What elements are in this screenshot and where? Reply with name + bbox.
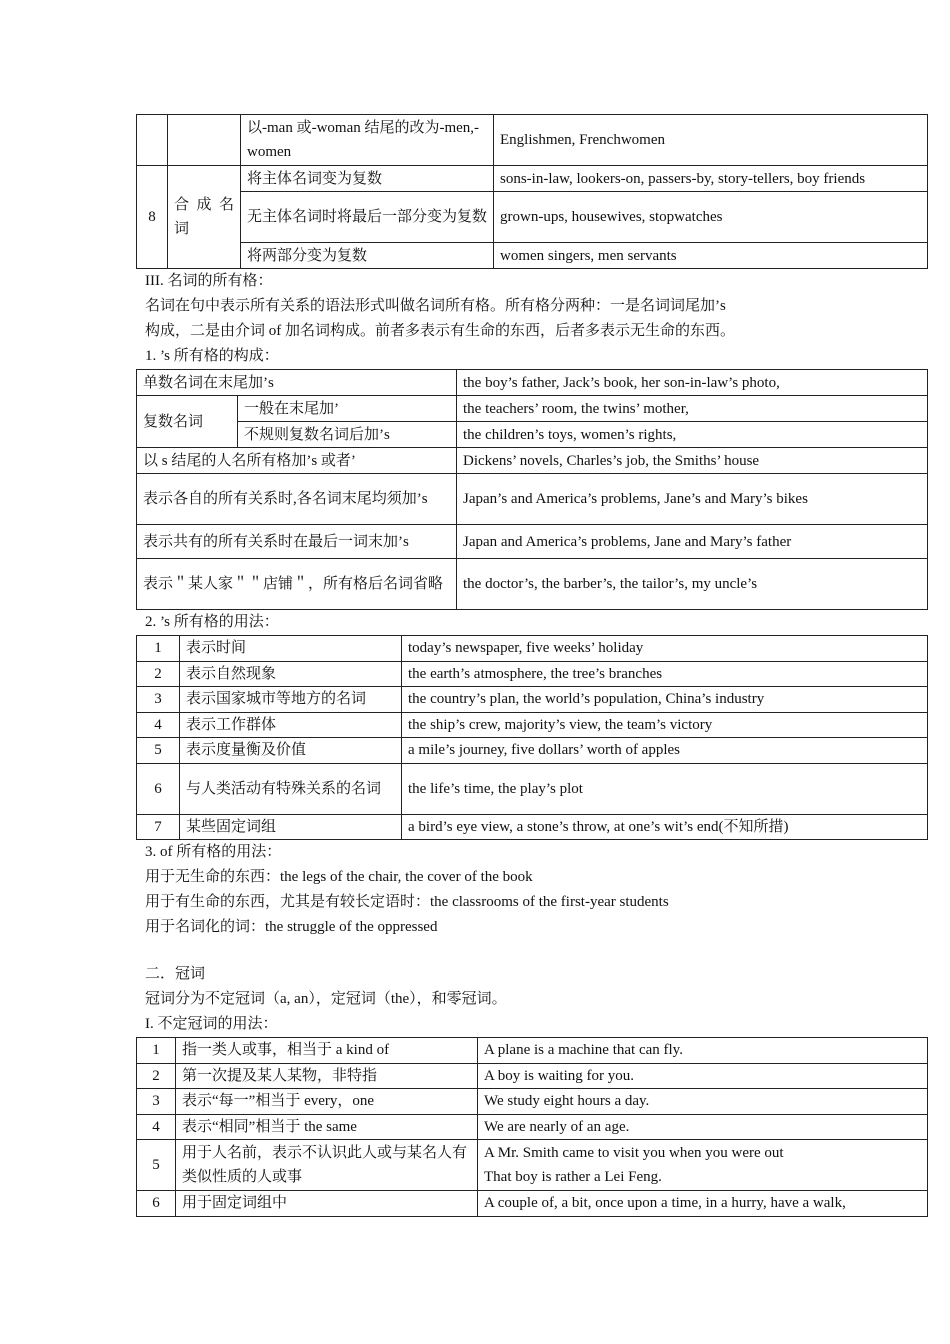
example-cell	[478, 1140, 928, 1191]
table-row	[137, 559, 928, 610]
table-row	[137, 396, 928, 422]
row-number: 2	[137, 1063, 176, 1089]
example-cell: a bird’s eye view, a stone’s throw, at one’s wit’s end(不知所措)	[402, 814, 928, 840]
table-row	[137, 243, 928, 269]
example-cell: today’s newspaper, five weeks’ holiday	[402, 636, 928, 662]
section-heading: 二．冠词	[145, 966, 206, 982]
example-cell: the ship’s crew, majority’s view, the team’s victory	[402, 712, 928, 738]
example-line: A Mr. Smith came to visit you when you were out	[484, 1145, 784, 1161]
example-cell: the doctor’s, the barber’s, the tailor’s, my uncle’s	[457, 559, 928, 610]
table-row	[137, 738, 928, 764]
rule-cell: 一般在末尾加’	[238, 396, 457, 422]
table-row	[137, 525, 928, 559]
rule-cell: 表示共有的所有关系时在最后一词末加’s	[137, 525, 457, 559]
table-row	[137, 115, 928, 166]
example-cell: sons-in-law, lookers-on, passers-by, story-tellers, boy friends	[494, 166, 928, 192]
rule-cell: 将主体名词变为复数	[241, 166, 494, 192]
row-number: 3	[137, 687, 180, 713]
paragraph-line: 名词在句中表示所有关系的语法形式叫做名词所有格。所有格分两种：一是名词词尾加’s	[145, 298, 726, 314]
example-cell: We are nearly of an age.	[478, 1114, 928, 1140]
subsection-heading: I. 不定冠词的用法：	[145, 1016, 278, 1032]
example-cell: A boy is waiting for you.	[478, 1063, 928, 1089]
paragraph-line: 用于无生命的东西：the legs of the chair, the cover of the book	[145, 869, 533, 885]
row-number: 5	[137, 1140, 176, 1191]
rule-cell: 单数名词在末尾加’s	[137, 370, 457, 396]
table-row	[137, 814, 928, 840]
table-row	[137, 474, 928, 525]
row-number: 6	[137, 1191, 176, 1217]
rule-cell: 将两部分变为复数	[241, 243, 494, 269]
rule-cell: 以 s 结尾的人名所有格加’s 或者’	[137, 448, 457, 474]
row-number: 3	[137, 1089, 176, 1115]
example-cell: the life’s time, the play’s plot	[402, 763, 928, 814]
table-row	[137, 1089, 928, 1115]
paragraph-line: 冠词分为不定冠词（a, an），定冠词（the），和零冠词。	[145, 991, 507, 1007]
example-cell: grown-ups, housewives, stopwatches	[494, 192, 928, 243]
example-line: That boy is rather a Lei Feng.	[484, 1169, 662, 1185]
table-row	[137, 1038, 928, 1064]
subsection-heading: 2. ’s 所有格的用法：	[145, 614, 279, 630]
usage-cell: 表示国家城市等地方的名词	[180, 687, 402, 713]
example-cell: Englishmen, Frenchwomen	[494, 115, 928, 166]
rule-cell: 表示＂某人家＂＂店铺＂，所有格后名词省略	[137, 559, 457, 610]
row-number: 7	[137, 814, 180, 840]
example-cell: women singers, men servants	[494, 243, 928, 269]
table-row	[137, 687, 928, 713]
usage-cell: 与人类活动有特殊关系的名词	[180, 763, 402, 814]
table-row	[137, 1063, 928, 1089]
row-number: 5	[137, 738, 180, 764]
usage-cell: 指一类人或事，相当于 a kind of	[176, 1038, 478, 1064]
example-cell: the children’s toys, women’s rights,	[457, 422, 928, 448]
table-row	[137, 370, 928, 396]
usage-cell: 表示工作群体	[180, 712, 402, 738]
example-cell: Japan and America’s problems, Jane and Mary’s father	[457, 525, 928, 559]
usage-cell: 表示“相同”相当于 the same	[176, 1114, 478, 1140]
example-cell: the country’s plan, the world’s population, China’s industry	[402, 687, 928, 713]
usage-cell: 用于人名前，表示不认识此人或与某名人有类似性质的人或事	[176, 1140, 478, 1191]
example-cell: Dickens’ novels, Charles’s job, the Smiths’ house	[457, 448, 928, 474]
paragraph-line: 构成，二是由介词 of 加名词构成。前者多表示有生命的东西，后者多表示无生命的东西。	[145, 323, 735, 339]
example-cell: a mile’s journey, five dollars’ worth of apples	[402, 738, 928, 764]
subsection-heading: 1. ’s 所有格的构成：	[145, 348, 279, 364]
row-number: 8	[137, 166, 168, 269]
usage-cell: 某些固定词组	[180, 814, 402, 840]
possessive-usage-table	[136, 635, 928, 840]
example-cell: the teachers’ room, the twins’ mother,	[457, 396, 928, 422]
rule-cell: 无主体名词时将最后一部分变为复数	[241, 192, 494, 243]
row-number: 2	[137, 661, 180, 687]
row-number: 6	[137, 763, 180, 814]
subsection-heading: 3. of 所有格的用法：	[145, 844, 282, 860]
table-row	[137, 763, 928, 814]
document-page	[136, 114, 928, 1217]
example-cell: We study eight hours a day.	[478, 1089, 928, 1115]
table-row	[137, 1114, 928, 1140]
table-row	[137, 448, 928, 474]
row-number: 4	[137, 712, 180, 738]
table-row	[137, 1140, 928, 1191]
row-number: 1	[137, 1038, 176, 1064]
example-cell: the earth’s atmosphere, the tree’s branches	[402, 661, 928, 687]
category-cell: 合 成 名词	[168, 166, 241, 269]
table-row	[137, 166, 928, 192]
usage-cell: 用于固定词组中	[176, 1191, 478, 1217]
rule-cell: 表示各自的所有关系时,各名词末尾均须加’s	[137, 474, 457, 525]
category-cell	[168, 115, 241, 166]
table-row	[137, 1191, 928, 1217]
usage-cell: 表示自然现象	[180, 661, 402, 687]
row-number	[137, 115, 168, 166]
example-cell: the boy’s father, Jack’s book, her son-in-law’s photo,	[457, 370, 928, 396]
usage-cell: 第一次提及某人某物，非特指	[176, 1063, 478, 1089]
table-row	[137, 636, 928, 662]
rule-cell: 以-man 或-woman 结尾的改为-men,-women	[241, 115, 494, 166]
table-row	[137, 192, 928, 243]
row-number: 4	[137, 1114, 176, 1140]
paragraph-line: 用于名词化的词：the struggle of the oppressed	[145, 919, 438, 935]
example-cell: Japan’s and America’s problems, Jane’s and Mary’s bikes	[457, 474, 928, 525]
table-row	[137, 661, 928, 687]
usage-cell: 表示时间	[180, 636, 402, 662]
section-heading: III. 名词的所有格：	[145, 273, 273, 289]
possessive-formation-table	[136, 369, 928, 610]
rule-cell: 不规则复数名词后加’s	[238, 422, 457, 448]
usage-cell: 表示“每一”相当于 every，one	[176, 1089, 478, 1115]
table-row	[137, 422, 928, 448]
category-cell: 复数名词	[137, 396, 238, 448]
table-row	[137, 712, 928, 738]
indefinite-article-table	[136, 1037, 928, 1217]
example-cell: A plane is a machine that can fly.	[478, 1038, 928, 1064]
row-number: 1	[137, 636, 180, 662]
compound-plural-table	[136, 114, 928, 269]
usage-cell: 表示度量衡及价值	[180, 738, 402, 764]
paragraph-line: 用于有生命的东西，尤其是有较长定语时：the classrooms of the first-year students	[145, 894, 669, 910]
example-cell: A couple of, a bit, once upon a time, in a hurry, have a walk,	[478, 1191, 928, 1217]
